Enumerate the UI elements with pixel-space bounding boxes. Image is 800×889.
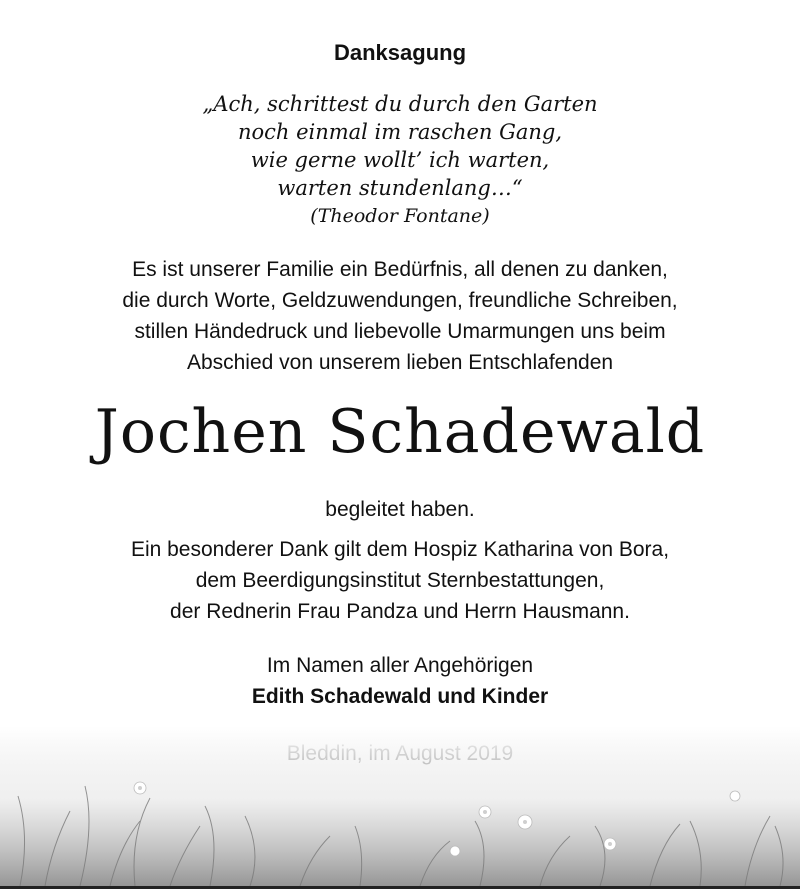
thanks-line: dem Beerdigungsinstitut Sternbestattungen,	[195, 569, 605, 592]
after-name-text: begleitet haben.	[325, 498, 475, 521]
intro-line: Es ist unserer Familie ein Bedürfnis, all denen zu danken,	[132, 258, 668, 281]
signature-block	[0, 650, 800, 712]
intro-line: die durch Worte, Geldzuwendungen, freundliche Schreiben,	[122, 289, 678, 312]
intro-line: Abschied von unserem lieben Entschlafenden	[186, 351, 614, 374]
poem-line: wie gerne wollt’ ich warten,	[250, 148, 550, 172]
thanks-line: Ein besonderer Dank gilt dem Hospiz Katharina von Bora,	[130, 538, 670, 561]
thanks-line: der Rednerin Frau Pandza und Herrn Hausmann.	[170, 600, 630, 623]
notice-heading: Danksagung	[333, 40, 467, 65]
poem-author: (Theodor Fontane)	[310, 205, 490, 227]
on-behalf-text: Im Namen aller Angehörigen	[266, 654, 534, 677]
poem-line: warten stundenlang…“	[277, 176, 523, 200]
poem-quote	[0, 90, 800, 230]
intro-line: stillen Händedruck und liebevolle Umarmungen uns beim	[134, 320, 666, 343]
intro-paragraph	[0, 254, 800, 378]
deceased-name: Jochen Schadewald	[94, 397, 706, 467]
meadow-flowers-image	[0, 726, 800, 886]
special-thanks-paragraph	[0, 534, 800, 627]
poem-line: noch einmal im raschen Gang,	[237, 120, 563, 144]
poem-line: „Ach, schrittest du durch den Garten	[202, 92, 598, 116]
signature-name: Edith Schadewald und Kinder	[251, 685, 549, 708]
